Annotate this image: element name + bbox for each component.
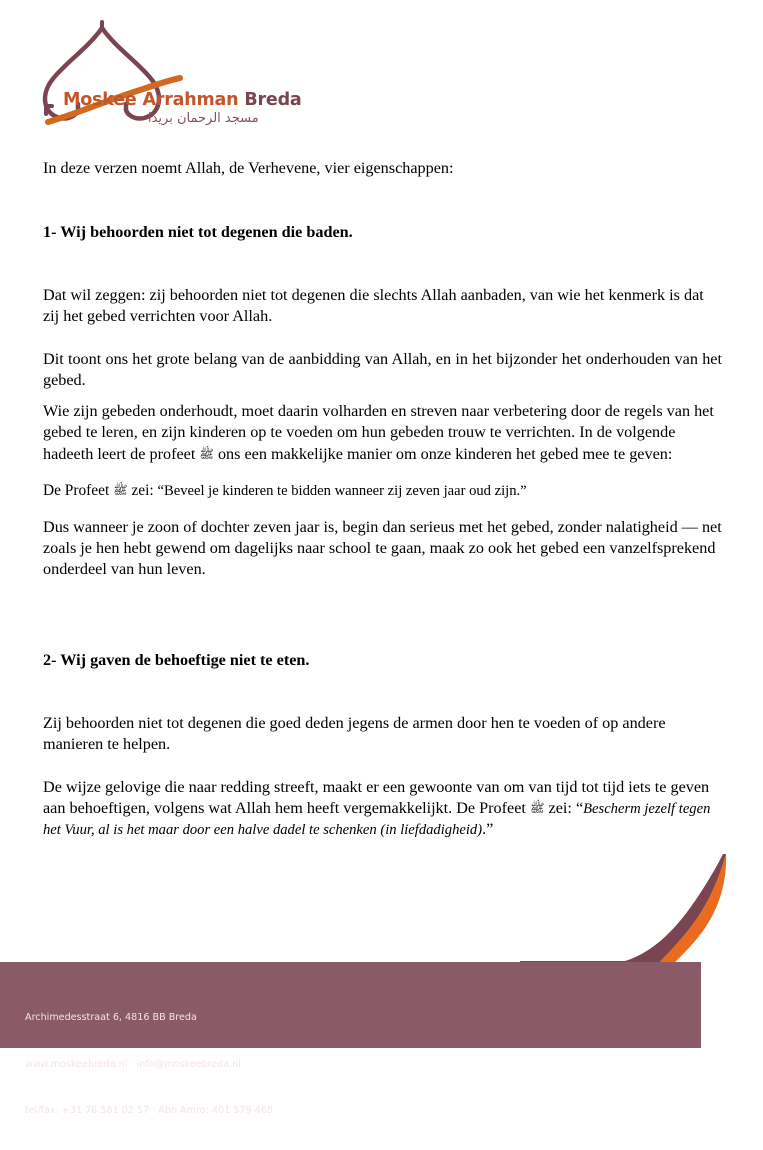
hadith-quote-1-prefix: De Profeet: [43, 481, 114, 499]
logo-name-primary: Moskee Arrahman: [63, 90, 245, 110]
footer-contact-info: [25, 979, 273, 1150]
footer-bar: [0, 962, 701, 1117]
section-2-paragraph-2: [43, 777, 722, 840]
logo-name-secondary: Breda: [244, 90, 302, 110]
document-body: [43, 158, 722, 840]
intro-paragraph: In deze verzen noemt Allah, de Verhevene, vier eigenschappen:: [43, 159, 454, 177]
hadith-quote-2-text: Bescherm jezelf tegen het Vuur, al is het maar door een halve dadel te schenken (in liefdadigheid): [43, 801, 711, 839]
footer-address: Archimedesstraat 6, 4816 BB Breda: [25, 1012, 197, 1024]
section-2-paragraph-2-lead: De wijze gelovige die naar redding streeft, maakt er een gewoonte van om van tijd tot tijd iets te geven aan behoeftigen, volgens wat Allah hem heeft vergemakkelijkt. De Profeet: [43, 777, 710, 818]
sallallahu-symbol-icon: ﷺ: [113, 482, 128, 497]
section-1-paragraph-3-tail: ons een makkelijke manier om onze kinderen het gebed mee te geven:: [213, 444, 673, 463]
hadith-quote-1-said: zei:: [127, 481, 158, 499]
section-2-paragraph-1: Zij behoorden niet tot degenen die goed deden jegens de armen door hen te voeden of op andere manieren te helpen.: [43, 713, 666, 753]
hadith-quote-2-open: “: [575, 799, 584, 818]
logo-wordmark: [63, 90, 302, 110]
section-1-heading: 1- Wij behoorden niet tot degenen die baden.: [43, 223, 353, 242]
hadith-quote-2-close: .”: [482, 820, 494, 839]
footer-web-email: www.moskeebreda.nl info@moskeebreda.nl: [25, 1058, 241, 1070]
section-1-paragraph-3: [43, 401, 722, 464]
section-2-heading: 2- Wij gaven de behoeftige niet te eten.: [43, 650, 310, 669]
hadith-quote-1: [43, 481, 722, 501]
logo-arabic-text: مسجد الرحمان بريدا: [148, 111, 259, 126]
mosque-logo: [30, 18, 302, 130]
section-2-paragraph-2-said: zei:: [544, 799, 576, 818]
sallallahu-symbol-icon: ﷺ: [529, 801, 545, 816]
section-1-paragraph-1: Dat wil zeggen: zij behoorden niet tot degenen die slechts Allah aanbaden, van wie het kenmerk is dat zij het gebed verrichten voor Allah.: [43, 286, 704, 326]
sallallahu-symbol-icon: ﷺ: [199, 446, 214, 461]
section-1-paragraph-2: Dit toont ons het grote belang van de aanbidding van Allah, en in het bijzonder het onderhouden van het gebed.: [43, 350, 722, 390]
section-1-paragraph-4: Dus wanneer je zoon of dochter zeven jaar is, begin dan serieus met het gebed, zonder nalatigheid — net zoals je hen hebt gewend om dagelijks naar school te gaan, maak zo ook het gebed een vanzelfsprekend onderdeel van hun leven.: [43, 517, 722, 578]
footer-phone-bank: tel/fax: +31 76 581 02 57 Abn Amro: 401 579 468: [25, 1105, 273, 1117]
hadith-quote-1-text: “Beveel je kinderen te bidden wanneer zij zeven jaar oud zijn.”: [157, 482, 527, 499]
section-1-paragraph-3-lead: Wie zijn gebeden onderhoudt, moet daarin volharden en streven naar verbetering door de regels van het gebed te leren, en zijn kinderen op te voeden om hun gebeden trouw te verrichten. In de volgende hadeeth leert de profeet: [43, 402, 714, 463]
